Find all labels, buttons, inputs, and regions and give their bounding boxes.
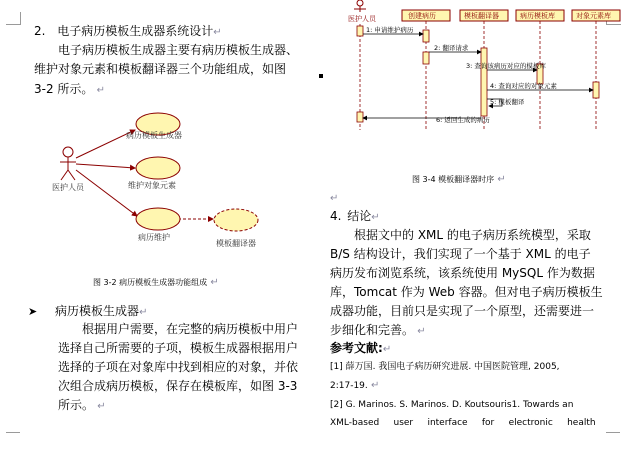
message-label: 4: 查询对应的对象元素 <box>490 82 557 90</box>
activation-bar <box>357 112 363 122</box>
references-heading: 参考文献:↵ <box>330 341 392 355</box>
section-title: 电子病历模板生成器系统设计 <box>57 24 214 38</box>
paragraph-line: 成器功能，目前只是实现了一个原型，还需要进一 <box>330 304 595 318</box>
bullet-heading: ➤ 病历模板生成器↵ <box>28 304 148 318</box>
section-number: 4. <box>330 209 342 223</box>
activation-bar <box>481 48 487 116</box>
actor-icon <box>60 147 76 180</box>
corner-mark-bottom-left <box>6 432 20 434</box>
object-label: 对象元素库 <box>576 12 611 20</box>
paragraph-line: 库，Tomcat 作为 Web 容器。但对电子病历模板生 <box>330 285 603 299</box>
reference-line: [1] 薛万国. 我国电子病历研究进展. 中国医院管理, 2005, <box>330 362 560 372</box>
bullet-arrow-icon: ➤ <box>28 305 38 318</box>
empty-paragraph: ↵ <box>330 193 339 204</box>
paragraph-line: B/S 结构设计，我们实现了一个基于 XML 的电子 <box>330 247 591 261</box>
object-label: 病历模板库 <box>520 12 555 20</box>
column-marker <box>319 74 323 78</box>
corner-mark-bottom-right <box>606 432 620 434</box>
paragraph-line: 次组合成病历模板，保存在模板库，如图 3-3 <box>58 379 298 393</box>
paragraph-line: 电子病历模板生成器主要有病历模板生成器、 <box>58 43 299 57</box>
use-case-label: 模板翻译器 <box>216 239 256 248</box>
section-heading: 4. 结论↵ <box>330 209 380 223</box>
use-case-diagram <box>40 108 300 260</box>
section-heading: 2. 电子病历模板生成器系统设计↵ <box>34 24 222 38</box>
activation-bar <box>423 52 429 64</box>
use-case-label: 维护对象元素 <box>128 181 176 190</box>
paragraph-line: 维护对象元素和模板翻译器三个功能组成，如图 <box>34 62 287 76</box>
paragraph-line: 3-2 所示。 ↵ <box>34 82 105 96</box>
message-label: 5: 模板翻译 <box>490 98 525 106</box>
use-case-ellipse <box>136 208 180 230</box>
activation-bar <box>423 30 429 42</box>
paragraph-line: 病历发布浏览系统，该系统使用 MySQL 作为数据 <box>330 266 595 280</box>
paragraph-line: 根据用户需要，在完整的病历模板中用户 <box>82 322 299 336</box>
object-label: 模板翻译器 <box>464 12 499 20</box>
paragraph-line: 所示。 ↵ <box>58 398 106 412</box>
use-case-ellipse-extension <box>214 209 258 231</box>
section-title: 结论 <box>347 209 372 223</box>
message-label: 6: 返回生成的病历 <box>436 116 490 124</box>
actor-label: 医护人员 <box>52 183 84 192</box>
activation-bar <box>593 82 599 98</box>
reference-line: [2] G. Marinos. S. Marinos. D. Koutsouris1. Towards an <box>330 400 574 410</box>
reference-line: 2:17-19. ↵ <box>330 380 380 391</box>
message-label: 1: 申请维护病历 <box>366 26 414 34</box>
actor-icon <box>354 0 366 12</box>
use-case-ellipse <box>136 157 180 179</box>
paragraph-line: 选择自己所需要的子项，模板生成器根据用户 <box>58 341 299 355</box>
corner-mark-top-left <box>6 12 21 25</box>
use-case-label: 病历维护 <box>138 233 170 242</box>
paragraph-line: 选择的子项在对象库中找到相应的对象，并依 <box>58 360 299 374</box>
section-number: 2. <box>34 24 46 38</box>
reference-line: XML-based user interface for electronic health <box>330 418 596 428</box>
actor-label: 医护人员 <box>348 15 376 23</box>
figure-caption: 图 3-2 病历模板生成器功能组成 ↵ <box>93 277 219 288</box>
object-label: 创建病历 <box>408 12 436 20</box>
paragraph-line: 步细化和完善。 ↵ <box>330 323 426 337</box>
activation-bar <box>357 26 363 36</box>
sequence-diagram <box>342 0 627 135</box>
message-label: 2: 翻译请求 <box>434 44 469 52</box>
use-case-label: 病历模板生成器 <box>126 131 182 140</box>
message-label: 3: 查询该病历对应的模板库 <box>466 62 546 70</box>
bullet-title: 病历模板生成器 <box>55 304 140 318</box>
paragraph-line: 根据文中的 XML 的电子病历系统模型，采取 <box>354 228 591 242</box>
figure-caption: 图 3-4 模板翻译器时序 ↵ <box>412 174 506 185</box>
